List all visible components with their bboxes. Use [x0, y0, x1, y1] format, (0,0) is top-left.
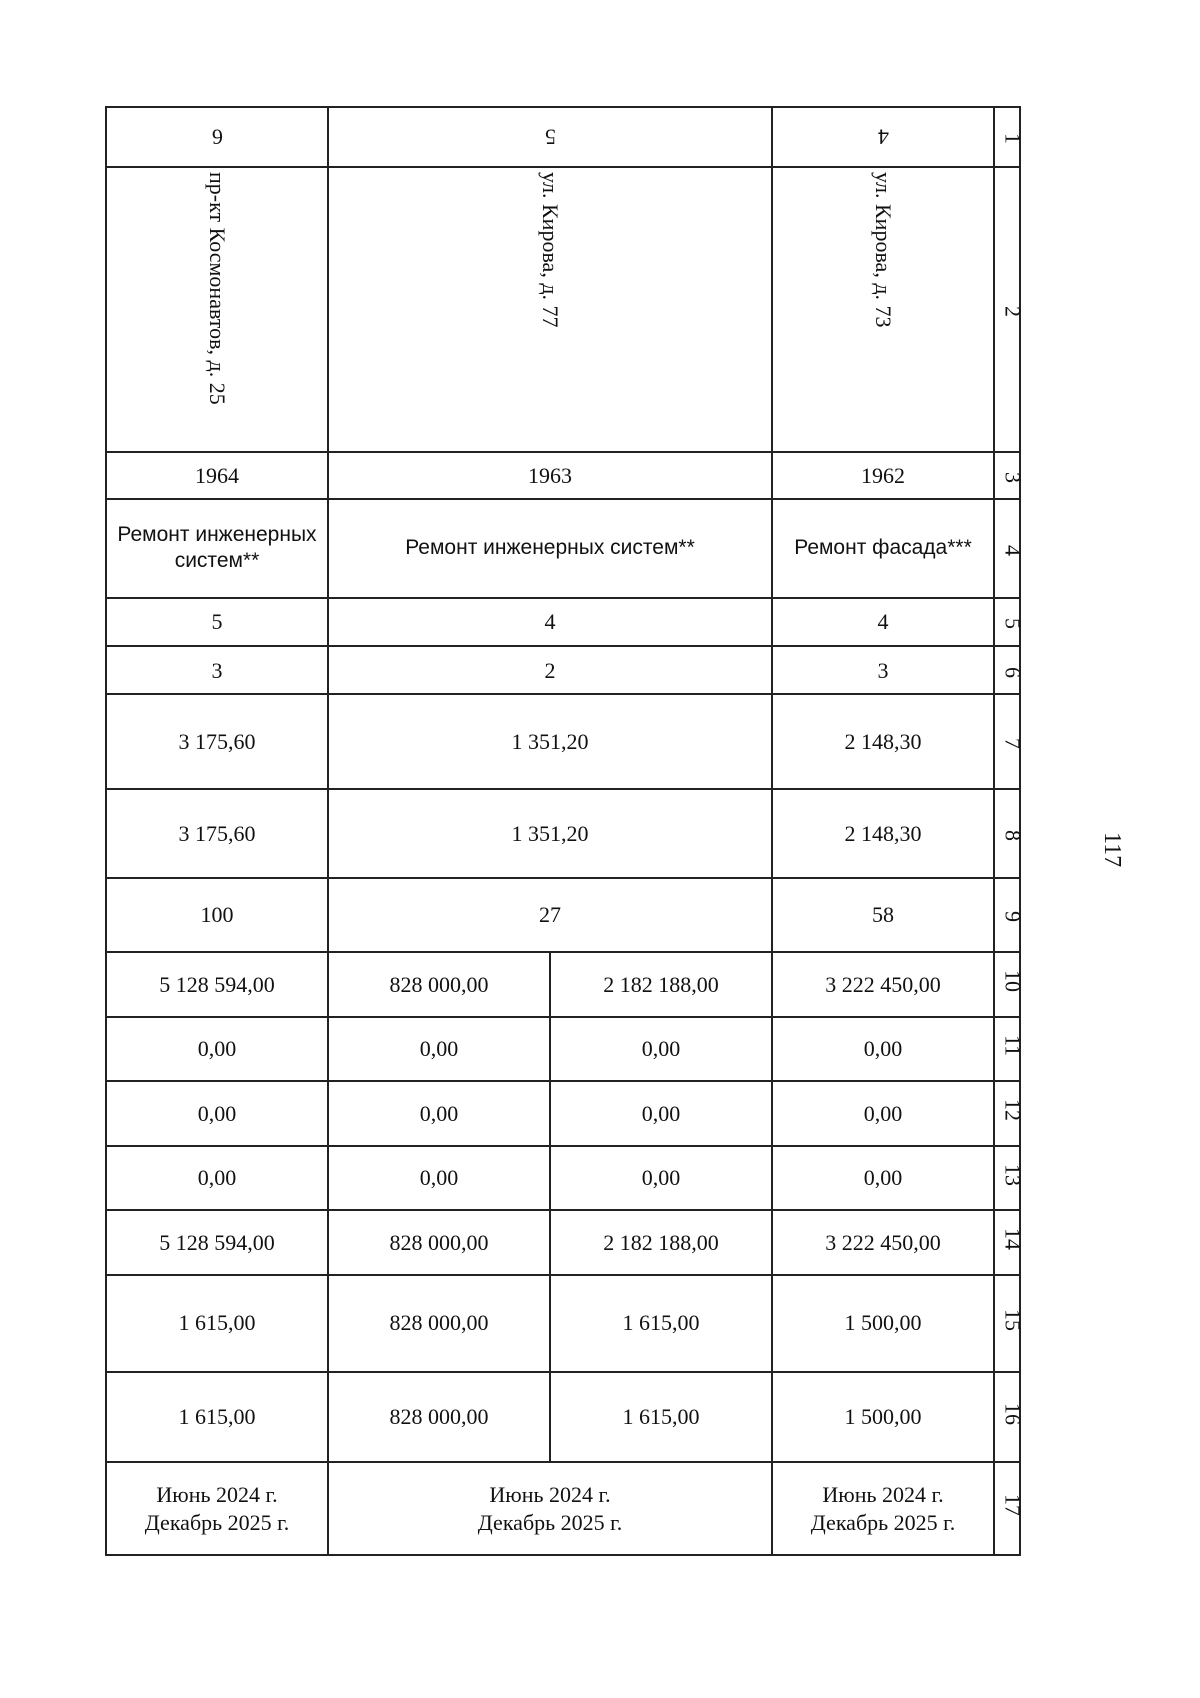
house-5-period: Июнь 2024 г. Декабрь 2025 г.: [328, 1462, 772, 1555]
row-17: [106, 1462, 1020, 1555]
row-9: [106, 878, 1020, 953]
house-6-cost-12: 0,00: [106, 1081, 328, 1145]
house-5a-cost-11: 0,00: [328, 1017, 550, 1081]
house-4-floors: 4: [772, 598, 994, 646]
house-6-work-type: Ремонт инженерных систем**: [106, 499, 328, 598]
house-6-entrances: 3: [106, 646, 328, 694]
house-4-cost-12: 0,00: [772, 1081, 994, 1145]
house-4-work-type: Ремонт фасада***: [772, 499, 994, 598]
house-5b-cost-12: 0,00: [550, 1081, 772, 1145]
house-4-period: Июнь 2024 г. Декабрь 2025 г.: [772, 1462, 994, 1555]
house-5-floors: 4: [328, 598, 772, 646]
house-4-residents: 58: [772, 878, 994, 953]
house-5a-cost-16: 828 000,00: [328, 1372, 550, 1463]
house-6-address: пр-кт Космонавтов, д. 25: [106, 167, 328, 451]
house-4-number: 4: [772, 107, 994, 167]
house-4-entrances: 3: [772, 646, 994, 694]
row-15: [106, 1275, 1020, 1372]
row-3: [106, 452, 1020, 499]
house-5b-cost-11: 0,00: [550, 1017, 772, 1081]
house-6-cost-16: 1 615,00: [106, 1372, 328, 1463]
house-4-cost-10: 3 222 450,00: [772, 952, 994, 1016]
col-number-17: 17: [994, 1462, 1020, 1555]
house-5-number: 5: [328, 107, 772, 167]
col-number-11: 11: [994, 1017, 1020, 1081]
house-5-area-living: 1 351,20: [328, 789, 772, 878]
house-4-cost-13: 0,00: [772, 1146, 994, 1210]
col-number-6: 6: [994, 646, 1020, 694]
row-6: [106, 646, 1020, 694]
house-5a-cost-14: 828 000,00: [328, 1210, 550, 1274]
house-5b-cost-16: 1 615,00: [550, 1372, 772, 1463]
house-5a-cost-10: 828 000,00: [328, 952, 550, 1016]
house-5-address: ул. Кирова, д. 77: [328, 167, 772, 451]
house-6-area-total: 3 175,60: [106, 694, 328, 789]
house-6-cost-15: 1 615,00: [106, 1275, 328, 1372]
col-number-1: 1: [994, 107, 1020, 167]
col-number-7: 7: [994, 694, 1020, 789]
row-14: [106, 1210, 1020, 1274]
row-10: [106, 952, 1020, 1016]
col-number-8: 8: [994, 789, 1020, 878]
col-number-2: 2: [994, 167, 1020, 451]
page-number: 117: [1099, 832, 1125, 868]
house-6-cost-10: 5 128 594,00: [106, 952, 328, 1016]
house-4-cost-14: 3 222 450,00: [772, 1210, 994, 1274]
house-4-cost-11: 0,00: [772, 1017, 994, 1081]
house-6-cost-13: 0,00: [106, 1146, 328, 1210]
col-number-3: 3: [994, 452, 1020, 499]
house-6-period: Июнь 2024 г. Декабрь 2025 г.: [106, 1462, 328, 1555]
col-number-10: 10: [994, 952, 1020, 1016]
row-5: [106, 598, 1020, 646]
house-5a-cost-12: 0,00: [328, 1081, 550, 1145]
row-13: [106, 1146, 1020, 1210]
house-6-residents: 100: [106, 878, 328, 953]
row-16: [106, 1372, 1020, 1463]
house-5-work-type: Ремонт инженерных систем**: [328, 499, 772, 598]
house-6-area-living: 3 175,60: [106, 789, 328, 878]
house-6-floors: 5: [106, 598, 328, 646]
house-5b-cost-10: 2 182 188,00: [550, 952, 772, 1016]
col-number-16: 16: [994, 1372, 1020, 1463]
col-number-9: 9: [994, 878, 1020, 953]
house-5-residents: 27: [328, 878, 772, 953]
col-number-14: 14: [994, 1210, 1020, 1274]
house-5-year: 1963: [328, 452, 772, 499]
row-12: [106, 1081, 1020, 1145]
house-5b-cost-13: 0,00: [550, 1146, 772, 1210]
house-4-area-total: 2 148,30: [772, 694, 994, 789]
row-1: [106, 107, 1020, 167]
row-11: [106, 1017, 1020, 1081]
house-5b-cost-15: 1 615,00: [550, 1275, 772, 1372]
house-6-cost-11: 0,00: [106, 1017, 328, 1081]
house-5-area-total: 1 351,20: [328, 694, 772, 789]
house-4-cost-16: 1 500,00: [772, 1372, 994, 1463]
col-number-13: 13: [994, 1146, 1020, 1210]
row-2: [106, 167, 1020, 451]
col-number-15: 15: [994, 1275, 1020, 1372]
col-number-4: 4: [994, 499, 1020, 598]
house-5b-cost-14: 2 182 188,00: [550, 1210, 772, 1274]
house-5-entrances: 2: [328, 646, 772, 694]
row-4: [106, 499, 1020, 598]
house-4-cost-15: 1 500,00: [772, 1275, 994, 1372]
house-5a-cost-13: 0,00: [328, 1146, 550, 1210]
col-number-5: 5: [994, 598, 1020, 646]
row-7: [106, 694, 1020, 789]
capital-repair-table: [105, 106, 1026, 1556]
house-4-address: ул. Кирова, д. 73: [772, 167, 994, 451]
row-8: [106, 789, 1020, 878]
col-number-12: 12: [994, 1081, 1020, 1145]
house-4-area-living: 2 148,30: [772, 789, 994, 878]
house-6-cost-14: 5 128 594,00: [106, 1210, 328, 1274]
house-5a-cost-15: 828 000,00: [328, 1275, 550, 1372]
house-6-number: 6: [106, 107, 328, 167]
house-6-year: 1964: [106, 452, 328, 499]
house-4-year: 1962: [772, 452, 994, 499]
